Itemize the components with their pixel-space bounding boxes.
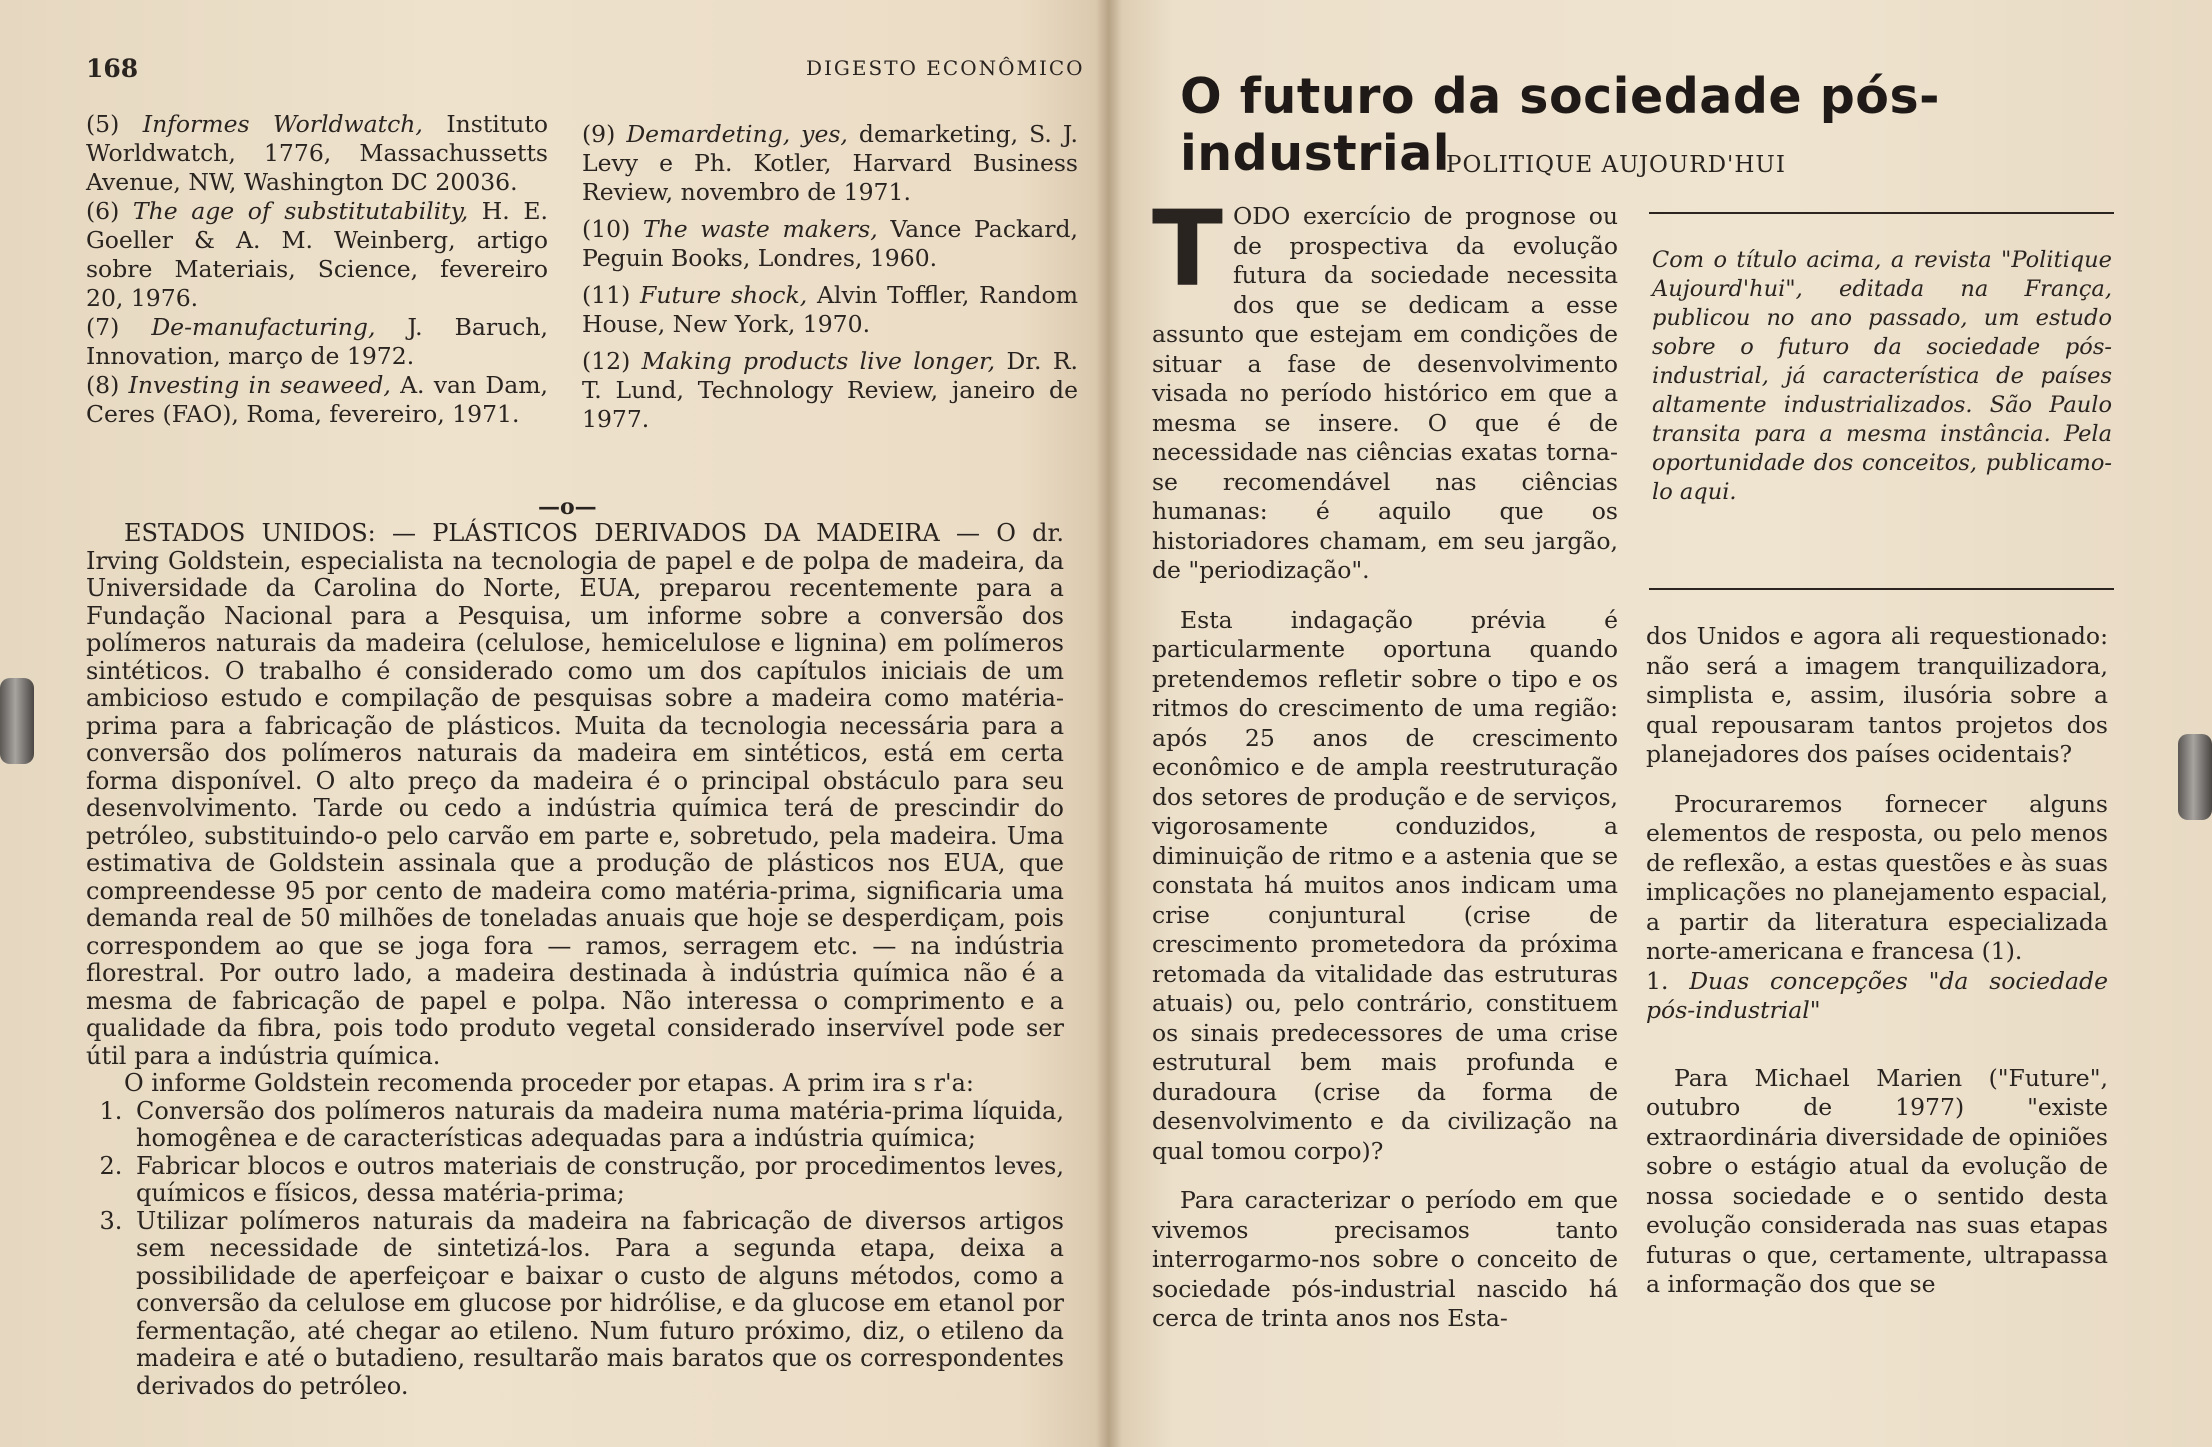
article-subtitle: POLITIQUE AUJOURD'HUI xyxy=(1446,152,1786,178)
list-item: 3. Utilizar polímeros naturais da madeira na fabricação de diversos artigos sem necessidade de sintetizá-los. Para a segunda etapa, deixa a possibilidade de aperfeiçoar e baixar o custo de alguns métodos, como a conversão da celulose em glucose por hidrólise, e da glucose em etanol por fermentação, até chegar ao etileno. Num futuro próximo, diz, o etileno da madeira e até o butadieno, resultarão mais baratos que os correspondentes derivados do petróleo. xyxy=(130,1208,1064,1401)
reference-entry: (9) Demardeting, yes, demarketing, S. J. Levy e Ph. Kotler, Harvard Business Review, novembro de 1971. xyxy=(582,120,1078,206)
intro-box-bottom-rule xyxy=(1649,588,2114,590)
reference-entry: (10) The waste makers, Vance Packard, Peguin Books, Londres, 1960. xyxy=(582,215,1078,272)
article-paragraph: Procuraremos fornecer alguns elementos de resposta, ou pelo menos de reflexão, a estas questões e às suas implicações no planejamento espacial, a partir da literatura especializada norte-americana e francesa (1). xyxy=(1646,789,2108,965)
right-column-2 xyxy=(1646,622,2108,1300)
binder-clip-right xyxy=(2178,734,2212,820)
page-number: 168 xyxy=(86,54,139,83)
reference-entry: (6) The age of substitutability, H. E. Goeller & A. M. Weinberg, artigo sobre Materiais, Science, fevereiro 20, 1976. xyxy=(86,197,548,312)
section-separator: —o— xyxy=(538,494,597,520)
reference-entry: (11) Future shock, Alvin Toffler, Random House, New York, 1970. xyxy=(582,281,1078,338)
book-gutter xyxy=(1096,0,1122,1447)
article-paragraph: dos Unidos e agora ali requestionado: não será a imagem tranquilizadora, simplista e, assim, ilusória sobre a qual repousaram tantos projetos dos planejadores dos países ocidentais? xyxy=(1646,622,2108,768)
article-paragraph: Esta indagação prévia é particularmente oportuna quando pretendemos refletir sobre o tipo e os ritmos do crescimento de uma região: após 25 anos de crescimento econômico e de ampla reestruturação dos setores de produção e de serviços, vigorosamente conduzidos, a diminuição de ritmo e a astenia que se constata há muitos anos indicam uma crise conjuntural (crise de crescimento prometedora da próxima retomada da vitalidade das estruturas atuais) ou, pelo contrário, constituem os sinais predecessores de uma crise estrutural bem mais profunda e duradoura (crise da forma de desenvolvimento e da civilização na qual tomou corpo)? xyxy=(1152,605,1618,1165)
article-body xyxy=(86,520,1064,1400)
list-item: 1. Conversão dos polímeros naturais da madeira numa matéria-prima líquida, homogênea e de características adequadas para a indústria química; xyxy=(130,1098,1064,1153)
article-paragraph: Para Michael Marien ("Future", outubro de 1977) "existe extraordinária diversidade de opiniões sobre o estágio atual da evolução de nossa sociedade e o sentido desta evolução considerada nas suas etapas futuras o que, certamente, ultrapassa a informação dos que se xyxy=(1646,1063,2108,1298)
steps-list xyxy=(86,1098,1064,1401)
reference-entry: (7) De-manufacturing, J. Baruch, Innovation, março de 1972. xyxy=(86,313,548,370)
drop-cap: T xyxy=(1152,188,1223,310)
reference-entry: (8) Investing in seaweed, A. van Dam, Ceres (FAO), Roma, fevereiro, 1971. xyxy=(86,371,548,428)
section-heading: 1. Duas concepções "da sociedade pós-industrial" xyxy=(1646,966,2108,1024)
binder-clip-left xyxy=(0,678,34,764)
references-column-1 xyxy=(86,110,548,429)
references-column-2 xyxy=(582,120,1078,434)
article-paragraph: Para caracterizar o período em que vivemos precisamos tanto interrogarmo-nos sobre o conceito de sociedade pós-industrial nascido há cerca de trinta anos nos Esta- xyxy=(1152,1186,1618,1332)
reference-entry: (5) Informes Worldwatch, Instituto Worldwatch, 1776, Massachussetts Avenue, NW, Washington DC 20036. xyxy=(86,110,548,196)
opening-paragraph: TODO exercício de prognose ou de prospectiva da evolução futura da sociedade necessita dos que se dedicam a esse assunto que estejam em condições de situar a fase de desenvolvimento visada no período histórico em que a mesma se insere. O que é de necessidade nas ciências exatas torna-se recomendável nas ciências humanas: é aquilo que os historiadores chamam, em seu jargão, de "periodização". xyxy=(1152,188,1618,584)
list-item: 2. Fabricar blocos e outros materiais de construção, por procedimentos leves, químicos e físicos, dessa matéria-prima; xyxy=(130,1153,1064,1208)
article-paragraph: ESTADOS UNIDOS: — PLÁSTICOS DERIVADOS DA MADEIRA — O dr. Irving Goldstein, especialista na tecnologia de papel e de polpa de madeira, da Universidade da Carolina do Norte, EUA, preparou recentemente para a Fundação Nacional para a Pesquisa, um informe sobre a conversão dos polímeros naturais da madeira (celulose, hemicelulose e lignina) em polímeros sintéticos. O trabalho é considerado como um dos capítulos iniciais de um ambicioso estudo e compilação de pesquisas sobre a madeira como matéria-prima para a fabricação de plásticos. Muita da tecnologia necessária para a conversão dos polímeros naturais da madeira em sintéticos, está em certa forma disponível. O alto preço da madeira é o principal obstáculo para seu desenvolvimento. Tarde ou cedo a indústria química terá de prescindir do petróleo, substituindo-o pelo carvão em parte e, sobretudo, pela madeira. Uma estimativa de Goldstein assinala que a produção de plásticos nos EUA, que compreendesse 95 por cento de madeira como matéria-prima, significaria uma demanda real de 50 milhões de toneladas anuais que hoje se desperdiçam, pois correspondem ao que se joga fora — ramos, serragem etc. — na indústria florestral. Por outro lado, a madeira destinada à indústria química não é a mesma de fabricação de papel e polpa. Não interessa o comprimento e a qualidade da fibra, pois todo produto vegetal considerado inservível pode ser útil para a indústria química. xyxy=(86,519,1064,1070)
running-head: DIGESTO ECONÔMICO xyxy=(806,56,1085,80)
article-title: O futuro da sociedade pós-industrial xyxy=(1180,68,1940,182)
reference-entry: (12) Making products live longer, Dr. R. T. Lund, Technology Review, janeiro de 1977. xyxy=(582,347,1078,433)
intro-box-text: Com o título acima, a revista "Politique Aujourd'hui", editada na França, publicou no ano passado, um estudo sobre o futuro da sociedade pós-industrial, já característica de países altamente industrializados. São Paulo transita para a mesma instância. Pela oportunidade dos conceitos, publicamo-lo aqui. xyxy=(1652,247,2112,505)
right-column-1 xyxy=(1152,188,1618,1334)
intro-box-top-rule xyxy=(1649,212,2114,214)
article-paragraph: O informe Goldstein recomenda proceder por etapas. A prim ira s r'a: xyxy=(124,1069,974,1097)
